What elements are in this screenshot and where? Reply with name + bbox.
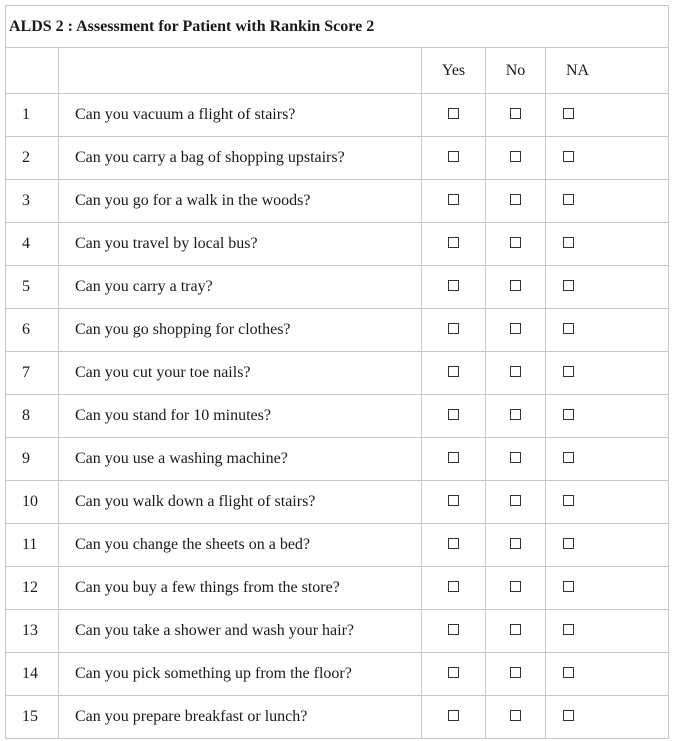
question-text: Can you change the sheets on a bed? [59,524,422,567]
question-text: Can you go shopping for clothes? [59,309,422,352]
yes-checkbox-icon[interactable] [448,581,459,592]
question-row [6,94,669,137]
question-number: 7 [6,352,59,395]
question-text: Can you cut your toe nails? [59,352,422,395]
na-checkbox-icon[interactable] [563,280,574,291]
table-title: ALDS 2 : Assessment for Patient with Rankin Score 2 [6,6,669,48]
answer-cell-na [546,696,669,739]
no-checkbox-icon[interactable] [510,409,521,420]
yes-checkbox-icon[interactable] [448,151,459,162]
answer-cell-no [486,696,546,739]
question-row [6,567,669,610]
answer-cell-yes [422,137,486,180]
yes-checkbox-icon[interactable] [448,538,459,549]
answer-cell-no [486,223,546,266]
yes-checkbox-icon[interactable] [448,452,459,463]
header-yes: Yes [422,48,486,94]
answer-cell-na [546,352,669,395]
question-number: 5 [6,266,59,309]
na-checkbox-icon[interactable] [563,624,574,635]
question-text: Can you take a shower and wash your hair? [59,610,422,653]
answer-cell-na [546,567,669,610]
yes-checkbox-icon[interactable] [448,624,459,635]
question-row [6,180,669,223]
no-checkbox-icon[interactable] [510,280,521,291]
yes-checkbox-icon[interactable] [448,667,459,678]
question-text: Can you pick something up from the floor? [59,653,422,696]
answer-cell-yes [422,395,486,438]
yes-checkbox-icon[interactable] [448,409,459,420]
question-number: 1 [6,94,59,137]
answer-cell-no [486,610,546,653]
yes-checkbox-icon[interactable] [448,366,459,377]
no-checkbox-icon[interactable] [510,452,521,463]
no-checkbox-icon[interactable] [510,581,521,592]
answer-cell-yes [422,309,486,352]
no-checkbox-icon[interactable] [510,710,521,721]
question-row [6,438,669,481]
na-checkbox-icon[interactable] [563,495,574,506]
question-text: Can you walk down a flight of stairs? [59,481,422,524]
question-number: 11 [6,524,59,567]
question-number: 2 [6,137,59,180]
answer-cell-yes [422,180,486,223]
yes-checkbox-icon[interactable] [448,194,459,205]
answer-cell-na [546,481,669,524]
na-checkbox-icon[interactable] [563,366,574,377]
answer-cell-yes [422,567,486,610]
answer-cell-no [486,438,546,481]
na-checkbox-icon[interactable] [563,194,574,205]
answer-cell-na [546,223,669,266]
question-row [6,266,669,309]
answer-cell-yes [422,524,486,567]
question-text: Can you travel by local bus? [59,223,422,266]
answer-cell-no [486,309,546,352]
answer-cell-no [486,94,546,137]
question-text: Can you go for a walk in the woods? [59,180,422,223]
question-row [6,223,669,266]
header-no: No [486,48,546,94]
no-checkbox-icon[interactable] [510,194,521,205]
answer-cell-no [486,481,546,524]
na-checkbox-icon[interactable] [563,323,574,334]
answer-cell-yes [422,266,486,309]
no-checkbox-icon[interactable] [510,495,521,506]
yes-checkbox-icon[interactable] [448,108,459,119]
answer-cell-yes [422,653,486,696]
answer-cell-yes [422,223,486,266]
question-row [6,696,669,739]
answer-cell-no [486,266,546,309]
question-number: 9 [6,438,59,481]
answer-cell-na [546,180,669,223]
answer-cell-no [486,395,546,438]
answer-cell-na [546,438,669,481]
no-checkbox-icon[interactable] [510,538,521,549]
na-checkbox-icon[interactable] [563,538,574,549]
question-row [6,352,669,395]
question-row [6,395,669,438]
answer-cell-no [486,567,546,610]
yes-checkbox-icon[interactable] [448,323,459,334]
answer-cell-no [486,653,546,696]
question-number: 8 [6,395,59,438]
no-checkbox-icon[interactable] [510,366,521,377]
no-checkbox-icon[interactable] [510,151,521,162]
question-row [6,309,669,352]
question-number: 14 [6,653,59,696]
question-text: Can you vacuum a flight of stairs? [59,94,422,137]
question-number: 4 [6,223,59,266]
question-number: 15 [6,696,59,739]
assessment-table [5,5,669,739]
na-checkbox-icon[interactable] [563,108,574,119]
question-text: Can you prepare breakfast or lunch? [59,696,422,739]
answer-cell-yes [422,481,486,524]
question-row [6,524,669,567]
question-row [6,610,669,653]
na-checkbox-icon[interactable] [563,151,574,162]
header-num-cell [6,48,59,94]
na-checkbox-icon[interactable] [563,581,574,592]
no-checkbox-icon[interactable] [510,108,521,119]
question-row [6,481,669,524]
question-text: Can you use a washing machine? [59,438,422,481]
question-text: Can you buy a few things from the store? [59,567,422,610]
answer-cell-na [546,653,669,696]
question-number: 6 [6,309,59,352]
question-text: Can you carry a tray? [59,266,422,309]
answer-cell-no [486,524,546,567]
answer-cell-na [546,524,669,567]
na-checkbox-icon[interactable] [563,452,574,463]
answer-cell-na [546,610,669,653]
title-row [6,6,669,48]
header-question-cell [59,48,422,94]
header-na: NA [546,48,669,94]
no-checkbox-icon[interactable] [510,237,521,248]
na-checkbox-icon[interactable] [563,237,574,248]
no-checkbox-icon[interactable] [510,323,521,334]
question-list [6,94,669,739]
answer-cell-na [546,137,669,180]
question-text: Can you carry a bag of shopping upstairs? [59,137,422,180]
question-row [6,137,669,180]
question-number: 12 [6,567,59,610]
yes-checkbox-icon[interactable] [448,280,459,291]
question-number: 13 [6,610,59,653]
yes-checkbox-icon[interactable] [448,495,459,506]
yes-checkbox-icon[interactable] [448,237,459,248]
question-row [6,653,669,696]
answer-cell-yes [422,438,486,481]
question-number: 3 [6,180,59,223]
header-row [6,48,669,94]
answer-cell-no [486,352,546,395]
answer-cell-na [546,309,669,352]
answer-cell-na [546,266,669,309]
answer-cell-yes [422,352,486,395]
answer-cell-na [546,94,669,137]
answer-cell-no [486,180,546,223]
answer-cell-yes [422,94,486,137]
na-checkbox-icon[interactable] [563,710,574,721]
na-checkbox-icon[interactable] [563,409,574,420]
question-text: Can you stand for 10 minutes? [59,395,422,438]
answer-cell-na [546,395,669,438]
no-checkbox-icon[interactable] [510,624,521,635]
no-checkbox-icon[interactable] [510,667,521,678]
answer-cell-yes [422,610,486,653]
na-checkbox-icon[interactable] [563,667,574,678]
answer-cell-yes [422,696,486,739]
question-number: 10 [6,481,59,524]
yes-checkbox-icon[interactable] [448,710,459,721]
answer-cell-no [486,137,546,180]
